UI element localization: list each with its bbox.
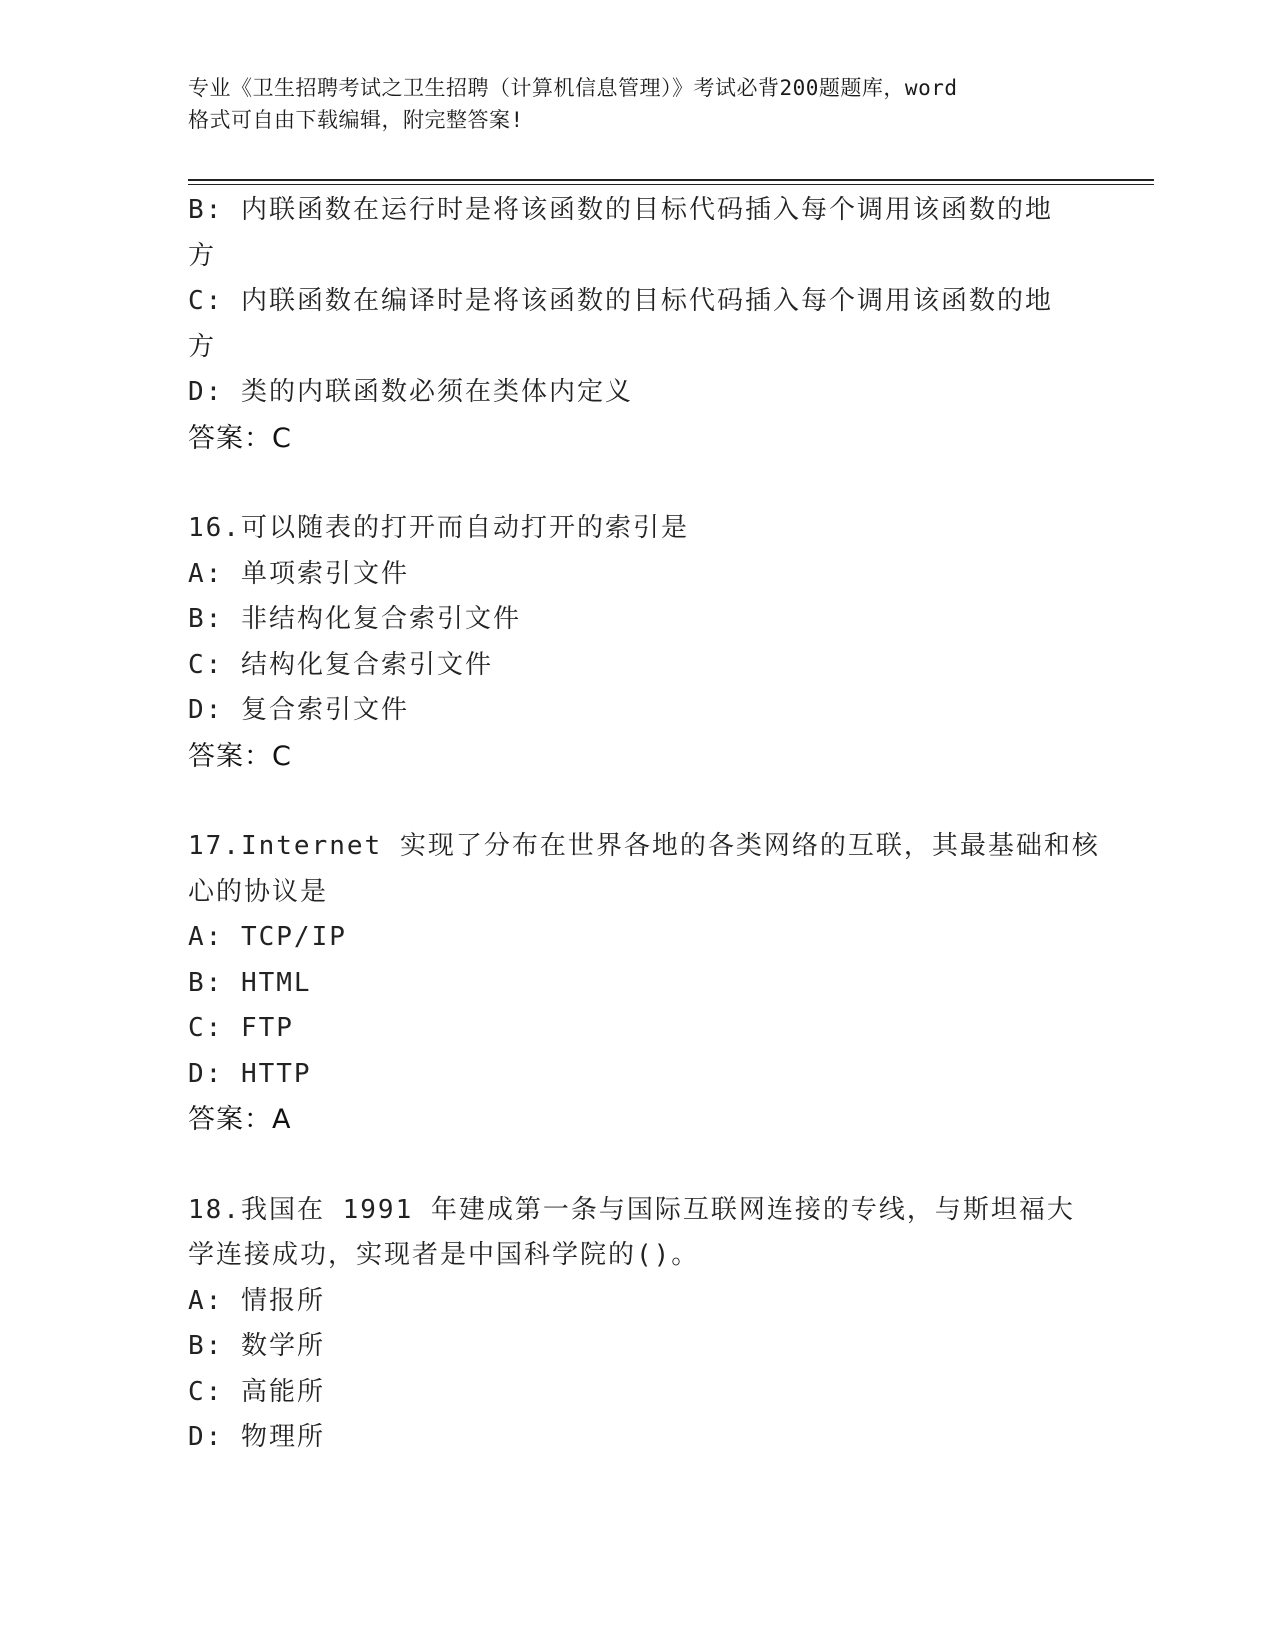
question-text-line-1: 18.我国在 1991 年建成第一条与国际互联网连接的专线，与斯坦福大 [188,1194,1075,1225]
question-block-16 [188,506,1088,779]
header-divider-thin [188,184,1154,185]
option-d: D: 复合索引文件 [188,695,409,725]
option-b: B: 非结构化复合索引文件 [188,604,521,634]
document-header [188,72,1088,136]
answer-line: 答案：A [188,1104,292,1135]
question-block-15-continued [188,188,1088,461]
answer-line: 答案：C [188,422,292,454]
question-block-17 [188,824,1100,1143]
option-c-wrap: 方 [188,331,217,362]
question-list [188,188,1100,1461]
option-c: C: FTP [188,1013,294,1043]
option-b: B: HTML [188,967,312,998]
option-c: C: 结构化复合索引文件 [188,649,493,680]
question-text: 16.可以随表的打开而自动打开的索引是 [188,513,689,543]
option-c: C: 内联函数在编译时是将该函数的目标代码插入每个调用该函数的地 [188,286,1053,316]
option-b: B: 内联函数在运行时是将该函数的目标代码插入每个调用该函数的地 [188,195,1053,225]
question-text-line-1: 17.Internet 实现了分布在世界各地的各类网络的互联，其最基础和核 [188,831,1100,861]
option-a: A: 单项索引文件 [188,558,409,589]
question-block-18 [188,1188,1088,1461]
option-b-wrap: 方 [188,240,217,271]
option-a: A: 情报所 [188,1285,325,1316]
header-divider-thick [188,179,1154,181]
option-a: A: TCP/IP [188,922,347,952]
question-text-line-2: 心的协议是 [188,876,329,907]
option-d: D: 类的内联函数必须在类体内定义 [188,377,633,407]
header-line-2: 格式可自由下载编辑，附完整答案! [188,108,524,132]
header-line-1: 专业《卫生招聘考试之卫生招聘（计算机信息管理）》考试必背200题题库，word [188,76,958,100]
option-d: D: HTTP [188,1058,312,1089]
option-c: C: 高能所 [188,1376,325,1407]
option-d: D: 物理所 [188,1422,325,1452]
answer-line: 答案：C [188,740,292,772]
option-b: B: 数学所 [188,1331,325,1361]
question-text-line-2: 学连接成功，实现者是中国科学院的()。 [188,1240,700,1270]
